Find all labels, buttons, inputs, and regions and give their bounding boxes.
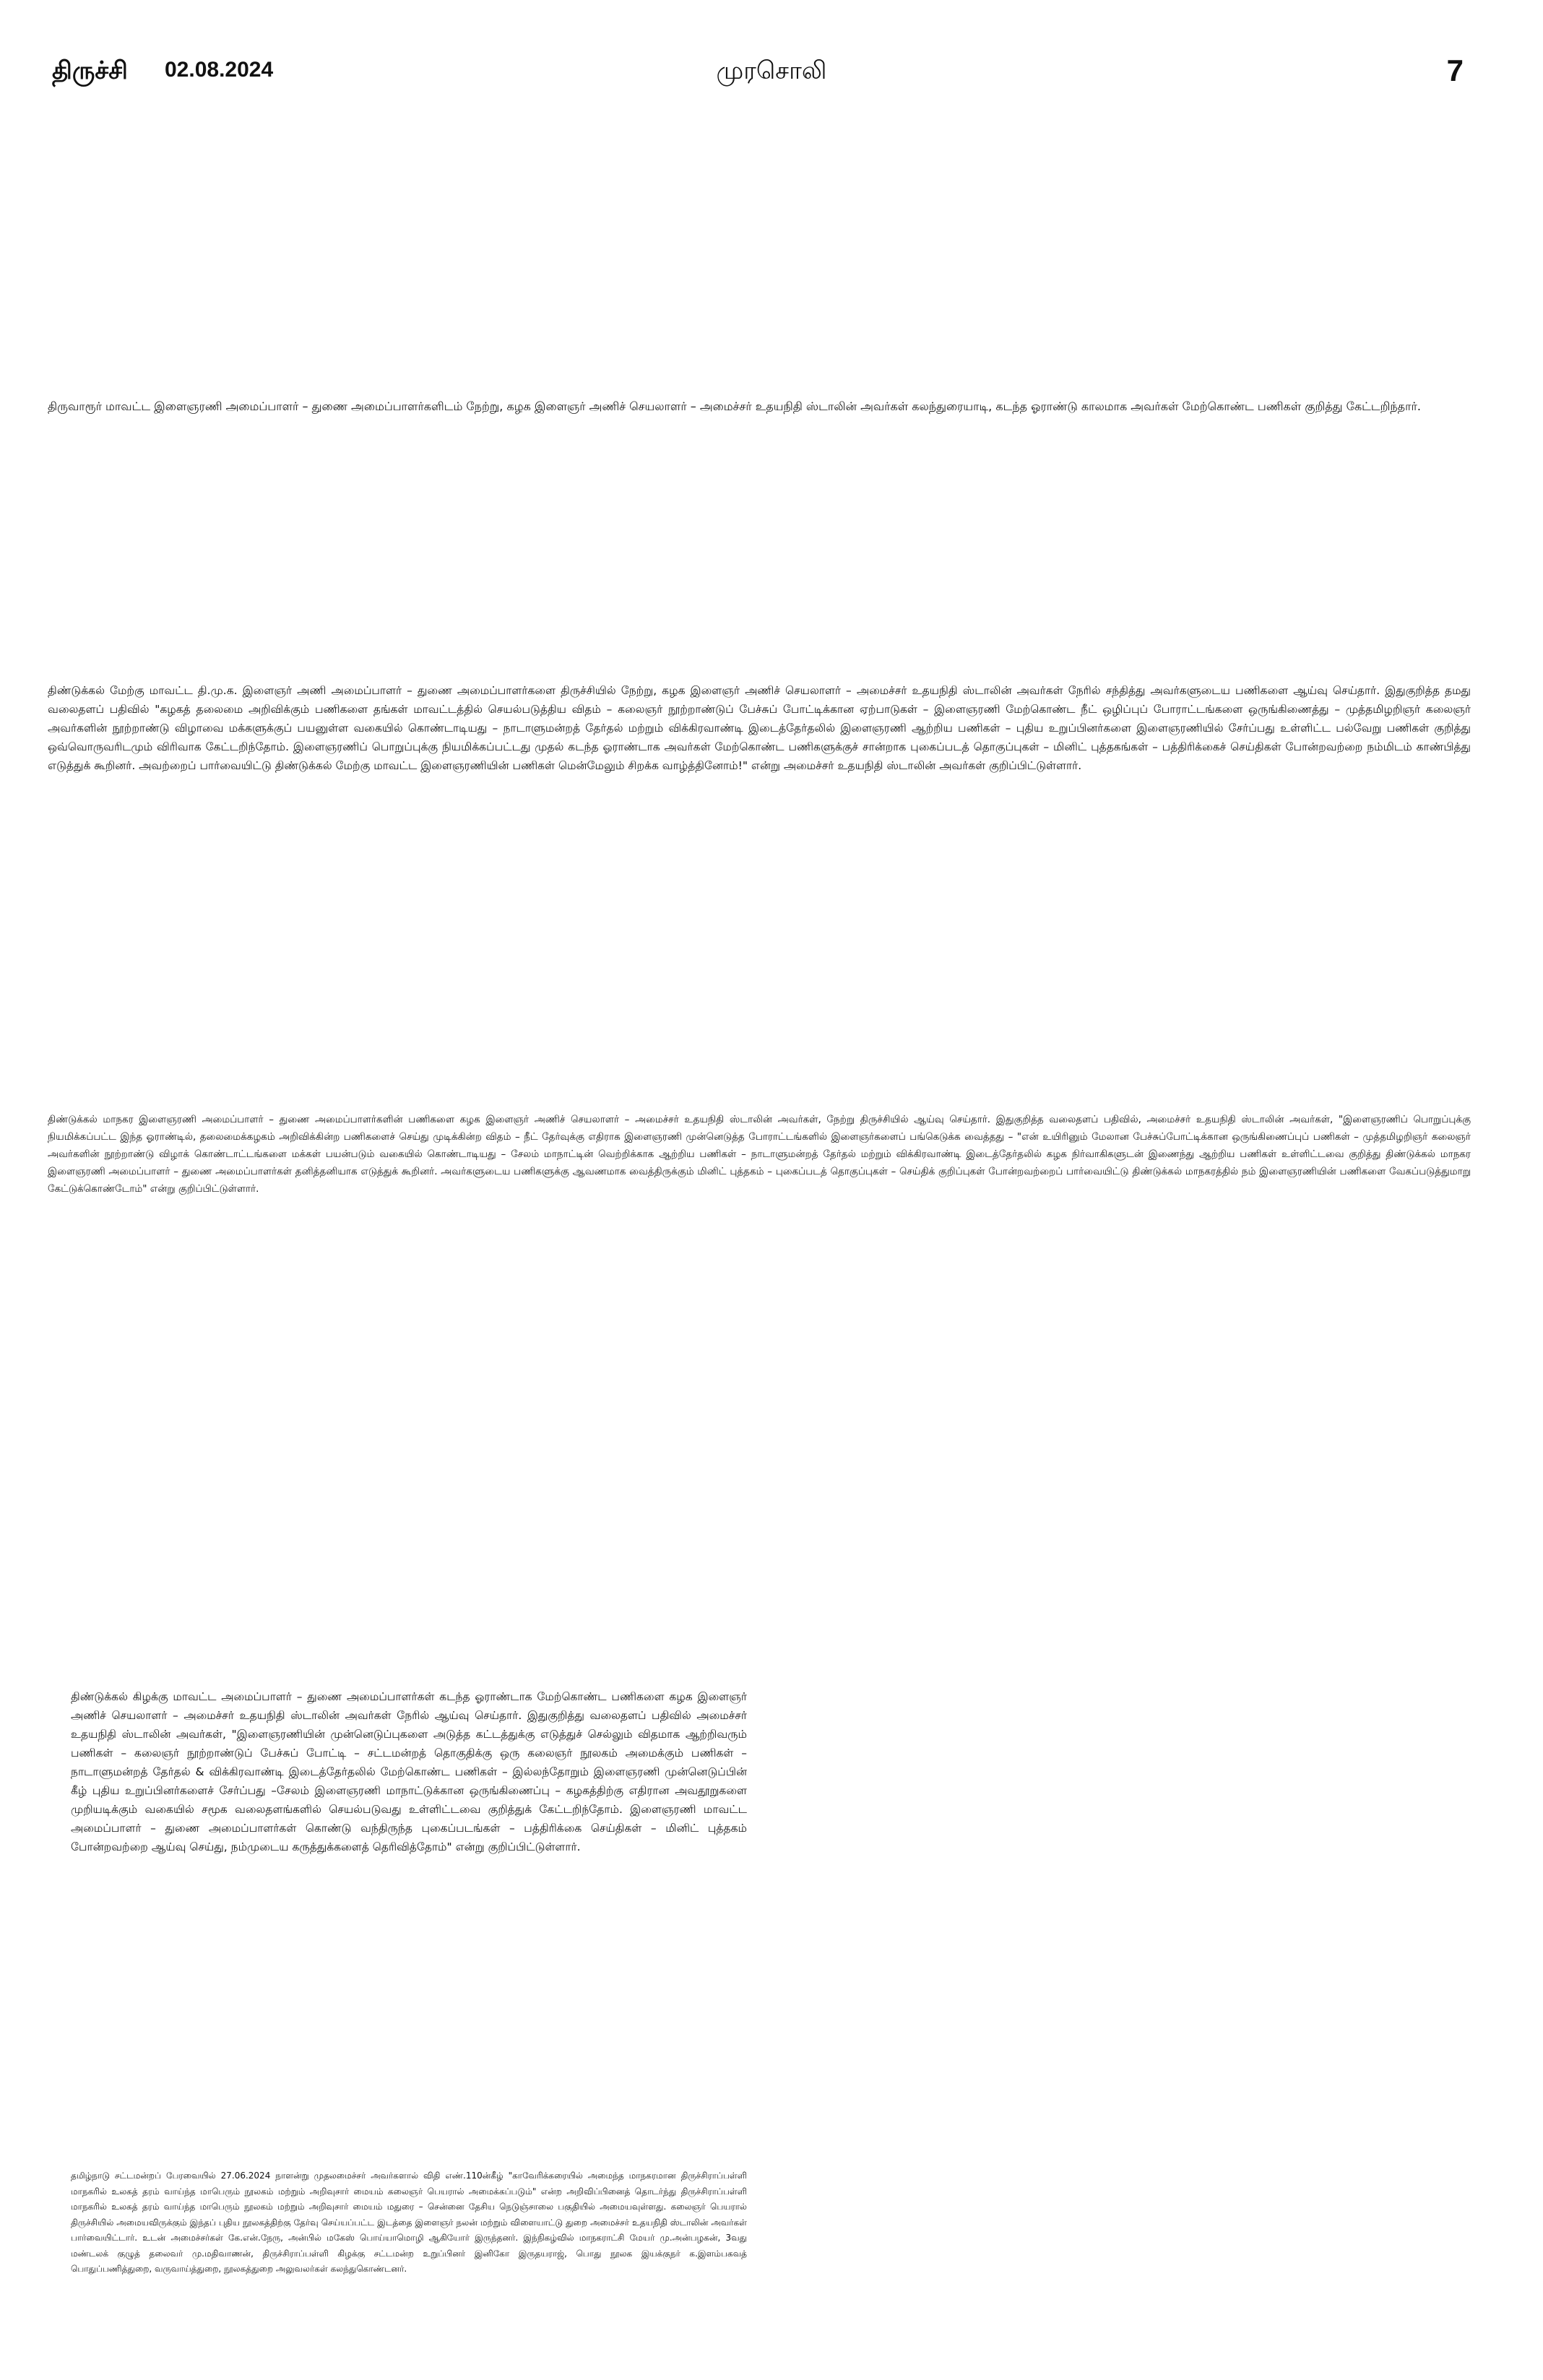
article-dindigul-city: திண்டுக்கல் மாநகர இளைஞரணி அமைப்பாளர் – துணை அமைப்பாளர்களின் பணிகளை கழக இளைஞர் அணிச் செயலாளர் – அமைச்சர் உதயநிதி ஸ்டாலின் அவர்கள், நேற்று திருச்சியில் ஆய்வு செய்தார். இதுகுறித்த வலைதளப் பதிவில், அமைச்சர் உதயநிதி ஸ்டாலின் அவர்கள், "இளைஞரணிப் பொறுப்புக்கு நியமிக்கப்பட்ட இந்த ஓராண்டில், தலைமைக்கழகம் அறிவிக்கின்ற பணிகளைச் செய்து முடிக்கின்ற விதம் – நீட் தேர்வுக்கு எதிராக இளைஞரணி முன்னெடுத்த போராட்டங்களில் இளைஞர்களைப் பங்கெடுக்க வைத்தது – "என் உயிரினும் மேலான பேச்சுப்போட்டிக்கான ஒருங்கிணைப்புப் பணிகள் – முத்தமிழறிஞர் கலைஞர் அவர்களின் நூற்றாண்டு விழாக் கொண்டாட்டங்களை மக்கள் பயன்படும் வகையில் கொண்டாடியது – சேலம் மாநாட்டின் வெற்றிக்காக ஆற்றிய பணிகள் – நாடாளுமன்றத் தேர்தல் மற்றும் விக்கிரவாண்டி இடைத்தேர்தலில் கழக நிர்வாகிகளுடன் இணைந்து ஆற்றிய பணிகள் உள்ளிட்டவை குறித்து திண்டுக்கல் மாநகர இளைஞரணி அமைப்பாளர் – துணை அமைப்பாளர்கள் தனித்தனியாக எடுத்துக் கூறினர். அவர்களுடைய பணிகளுக்கு ஆவணமாக வைத்திருக்கும் மினிட் புத்தகம் – புகைப்படத் தொகுப்புகள் – செய்திக் குறிப்புகள் போன்றவற்றைப் பார்வையிட்டு திண்டுக்கல் மாநகரத்தில் நம் இளைஞரணியின் பணிகளை வேகப்படுத்துமாறு கேட்டுக்கொண்டோம்" என்று குறிப்பிட்டுள்ளார். xyxy=(48,1114,1471,1195)
newspaper-name: முரசொலி xyxy=(716,56,827,85)
page-header xyxy=(0,0,1543,101)
article-trichy-library: தமிழ்நாடு சட்டமன்றப் பேரவையில் 27.06.2024 நாளன்று முதலமைச்சர் அவர்களால் விதி எண்.110ன்கீழ் "காவேரிக்கரையில் அமைந்த மாநகரமான திருச்சிராப்பள்ளி மாநகரில் உலகத் தரம் வாய்ந்த மாபெரும் நூலகம் மற்றும் அறிவுசார் மையம் கலைஞர் பெயரால் அமைக்கப்படும்" என்ற அறிவிப்பினைத் தொடர்ந்து திருச்சிராப்பள்ளி மாநகரில் உலகத் தரம் வாய்ந்த மாபெரும் நூலகம் மற்றும் அறிவுசார் மையம் மதுரை – சென்னை தேசிய நெடுஞ்சாலை பகுதியில் அமையவுள்ளது. கலைஞர் பெயரால் திருச்சியில் அமையவிருக்கும் இந்தப் புதிய நூலகத்திற்கு தேர்வு செய்யப்பட்ட இடத்தை இளைஞர் நலன் மற்றும் விளையாட்டு துறை அமைச்சர் உதயநிதி ஸ்டாலின் அவர்கள் பார்வையிட்டார். உடன் அமைச்சர்கள் கே.என்.நேரு, அன்பில் மகேஸ் பொய்யாமொழி ஆகியோர் இருந்தனர். இந்நிகழ்வில் மாநகராட்சி மேயர் மு.அன்பழகன், 3வது மண்டலக் குழுத் தலைவர் மு.மதிவாணன், திருச்சிராப்பள்ளி கிழக்கு சட்டமன்ற உறுப்பினர் இனிகோ இருதயராஜ், பொது நூலக இயக்குநர் க.இளம்பகவத் பொதுப்பணித்துறை, வருவாய்த்துறை, நூலகத்துறை அலுவலர்கள் கலந்துகொண்டனர். xyxy=(71,2171,747,2274)
edition-city: திருச்சி xyxy=(52,56,128,85)
article-dindigul-west: திண்டுக்கல் மேற்கு மாவட்ட தி.மு.க. இளைஞர் அணி அமைப்பாளர் – துணை அமைப்பாளர்களை திருச்சியில் நேற்று, கழக இளைஞர் அணிச் செயலாளர் – அமைச்சர் உதயநிதி ஸ்டாலின் அவர்கள் நேரில் சந்தித்து அவர்களுடைய பணிகளை ஆய்வு செய்தார். இதுகுறித்த தமது வலைதளப் பதிவில் "கழகத் தலைமை அறிவிக்கும் பணிகளை தங்கள் மாவட்டத்தில் செயல்படுத்திய விதம் – கலைஞர் நூற்றாண்டுப் பேச்சுப் போட்டிக்கான ஏற்பாடுகள் – இளைஞரணி மேற்கொண்ட நீட் ஒழிப்புப் போராட்டங்களை ஒருங்கிணைத்து – முத்தமிழறிஞர் கலைஞர் அவர்களின் நூற்றாண்டு விழாவை மக்களுக்குப் பயனுள்ள வகையில் கொண்டாடியது – நாடாளுமன்றத் தேர்தல் மற்றும் விக்கிரவாண்டி இடைத்தேர்தலில் இளைஞரணி ஆற்றிய பணிகள் – புதிய உறுப்பினர்களை இளைஞரணியில் சேர்ப்பது உள்ளிட்ட பல்வேறு பணிகள் குறித்து ஒவ்வொருவரிடமும் விரிவாக கேட்டறிந்தோம். இளைஞரணிப் பொறுப்புக்கு நியமிக்கப்பட்டது முதல் கடந்த ஓராண்டாக அவர்கள் மேற்கொண்ட பணிகளுக்குச் சான்றாக புகைப்படத் தொகுப்புகள் – மினிட் புத்தகங்கள் – பத்திரிக்கைச் செய்திகள் போன்றவற்றை நம்மிடம் காண்பித்து எடுத்துக் கூறினர். அவற்றைப் பார்வையிட்டு திண்டுக்கல் மேற்கு மாவட்ட இளைஞரணியின் பணிகள் மென்மேலும் சிறக்க வாழ்த்தினோம்!" என்று அமைச்சர் உதயநிதி ஸ்டாலின் அவர்கள் குறிப்பிட்டுள்ளார். xyxy=(48,684,1471,772)
page-number: 7 xyxy=(1446,53,1464,87)
edition-date: 02.08.2024 xyxy=(165,58,274,82)
article-dindigul-east: திண்டுக்கல் கிழக்கு மாவட்ட அமைப்பாளர் – துணை அமைப்பாளர்கள் கடந்த ஓராண்டாக மேற்கொண்ட பணிகளை கழக இளைஞர் அணிச் செயலாளர் – அமைச்சர் உதயநிதி ஸ்டாலின் அவர்கள் நேரில் ஆய்வு செய்தார். இதுகுறித்து வலைதளப் பதிவில் அமைச்சர் உதயநிதி ஸ்டாலின் அவர்கள், "இளைஞரணியின் முன்னெடுப்புகளை அடுத்த கட்டத்துக்கு எடுத்துச் செல்லும் விதமாக ஆற்றிவரும் பணிகள் – கலைஞர் நூற்றாண்டுப் பேச்சுப் போட்டி – சட்டமன்றத் தொகுதிக்கு ஒரு கலைஞர் நூலகம் அமைக்கும் பணிகள் – நாடாளுமன்றத் தேர்தல் & விக்கிரவாண்டி இடைத்தேர்தலில் மேற்கொண்ட பணிகள் – இல்லந்தோறும் இளைஞரணி முன்னெடுப்பின் கீழ் புதிய உறுப்பினர்களைச் சேர்ப்பது –சேலம் இளைஞரணி மாநாட்டுக்கான ஒருங்கிணைப்பு – கழகத்திற்கு எதிரான அவதூறுகளை முறியடிக்கும் வகையில் சமூக வலைதளங்களில் செயல்படுவது உள்ளிட்டவை குறித்துக் கேட்டறிந்தோம். இளைஞரணி மாவட்ட அமைப்பாளர் – துணை அமைப்பாளர்கள் கொண்டு வந்திருந்த புகைப்படங்கள் – பத்திரிக்கை செய்திகள் – மினிட் புத்தகம் போன்றவற்றை ஆய்வு செய்து, நம்முடைய கருத்துக்களைத் தெரிவித்தோம்" என்று குறிப்பிட்டுள்ளார். xyxy=(71,1690,747,1853)
article-tiruvarur-caption: திருவாரூர் மாவட்ட இளைஞரணி அமைப்பாளர் – துணை அமைப்பாளர்களிடம் நேற்று, கழக இளைஞர் அணிச் செயலாளர் – அமைச்சர் உதயநிதி ஸ்டாலின் அவர்கள் கலந்துரையாடி, கடந்த ஓராண்டு காலமாக அவர்கள் மேற்கொண்ட பணிகள் குறித்து கேட்டறிந்தார். xyxy=(48,399,1421,413)
